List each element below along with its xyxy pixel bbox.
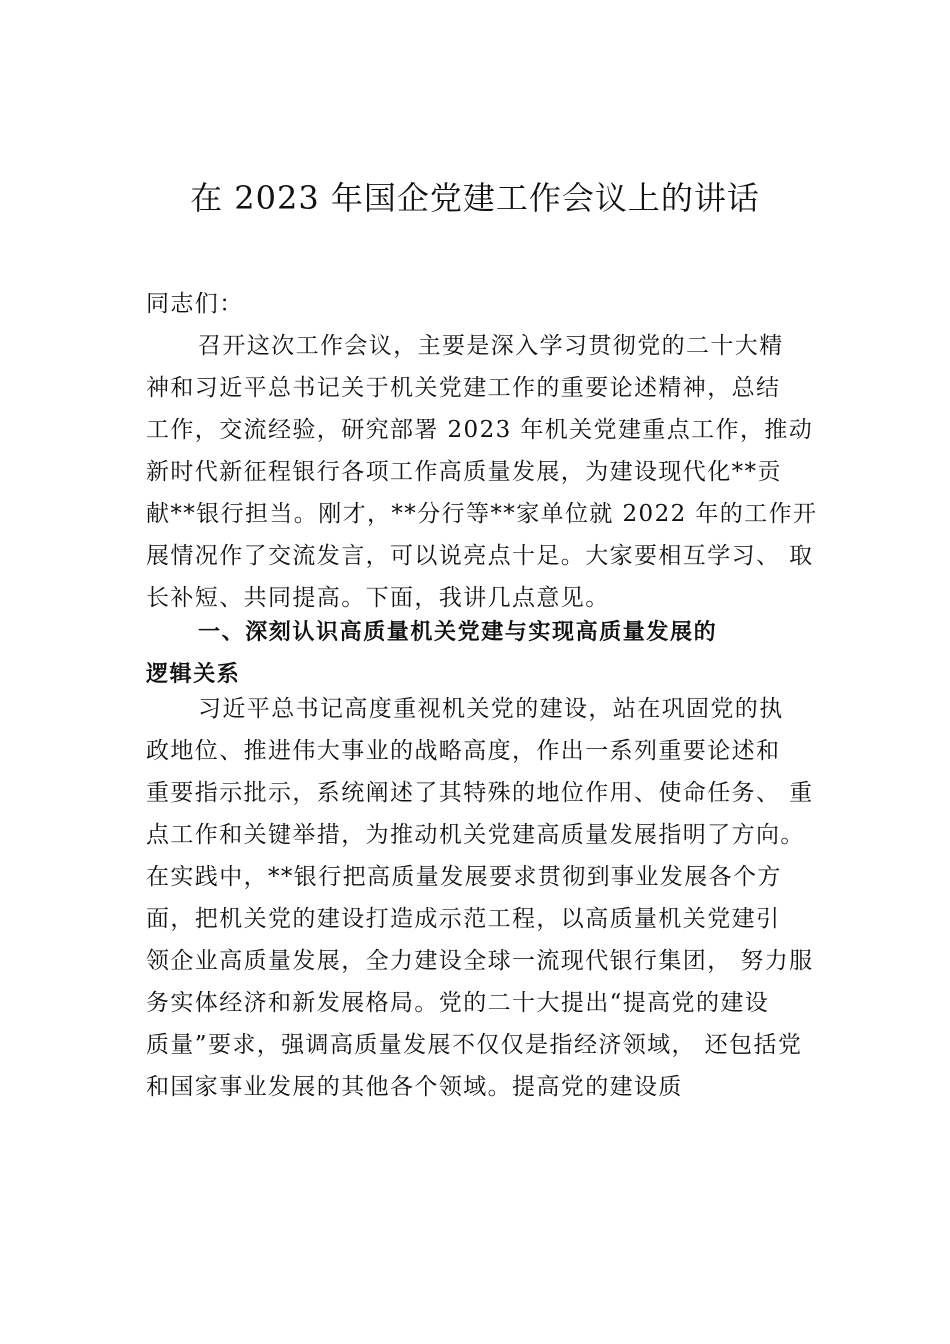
salutation: [146, 283, 836, 325]
paragraph-line: 在实践中，**银行把高质量发展要求贯彻到事业发展各个方: [146, 864, 782, 890]
paragraph-line: 献**银行担当。刚才，**分行等**家单位就 2022 年的工作开: [146, 501, 818, 527]
paragraph-line: 政地位、推进伟大事业的战略高度，作出一系列重要论述和: [146, 738, 781, 764]
paragraph-line: 质量”要求，强调高质量发展不仅仅是指经济领域， 还包括党: [146, 1032, 803, 1058]
document-title: 在 2023 年国企党建工作会议上的讲话: [190, 179, 760, 217]
paragraph-line: 新时代新征程银行各项工作高质量发展，为建设现代化**贡: [146, 459, 782, 485]
heading-line: 一、深刻认识高质量机关党建与实现高质量发展的: [198, 620, 718, 645]
paragraph-opening: [146, 325, 836, 619]
paragraph-line: 工作，交流经验，研究部署 2023 年机关党建重点工作，推动: [146, 417, 814, 443]
paragraph-line: 重要指示批示，系统阐述了其特殊的地位作用、使命任务、 重: [146, 780, 814, 806]
section-heading: [146, 612, 836, 696]
paragraph-line: 展情况作了交流发言，可以说亮点十足。大家要相互学习、 取: [146, 543, 814, 569]
salutation-text: 同志们：: [146, 291, 244, 317]
paragraph-line: 点工作和关键举措，为推动机关党建高质量发展指明了方向。: [146, 822, 805, 848]
paragraph-line: 召开这次工作会议，主要是深入学习贯彻党的二十大精: [198, 333, 784, 359]
paragraph-line: 长补短、共同提高。下面，我讲几点意见。: [146, 585, 610, 611]
paragraph-line: 务实体经济和新发展格局。党的二十大提出“提高党的建设: [146, 990, 770, 1016]
heading-line: 逻辑关系: [146, 662, 241, 687]
paragraph-line: 神和习近平总书记关于机关党建工作的重要论述精神，总结: [146, 375, 781, 401]
paragraph-section-one: [146, 688, 836, 1108]
paragraph-line: 领企业高质量发展，全力建设全球一流现代银行集团， 努力服: [146, 948, 814, 974]
paragraph-line: 面，把机关党的建设打造成示范工程，以高质量机关党建引: [146, 906, 781, 932]
paragraph-line: 习近平总书记高度重视机关党的建设，站在巩固党的执: [198, 696, 784, 722]
paragraph-line: 和国家事业发展的其他各个领域。提高党的建设质: [146, 1074, 683, 1100]
